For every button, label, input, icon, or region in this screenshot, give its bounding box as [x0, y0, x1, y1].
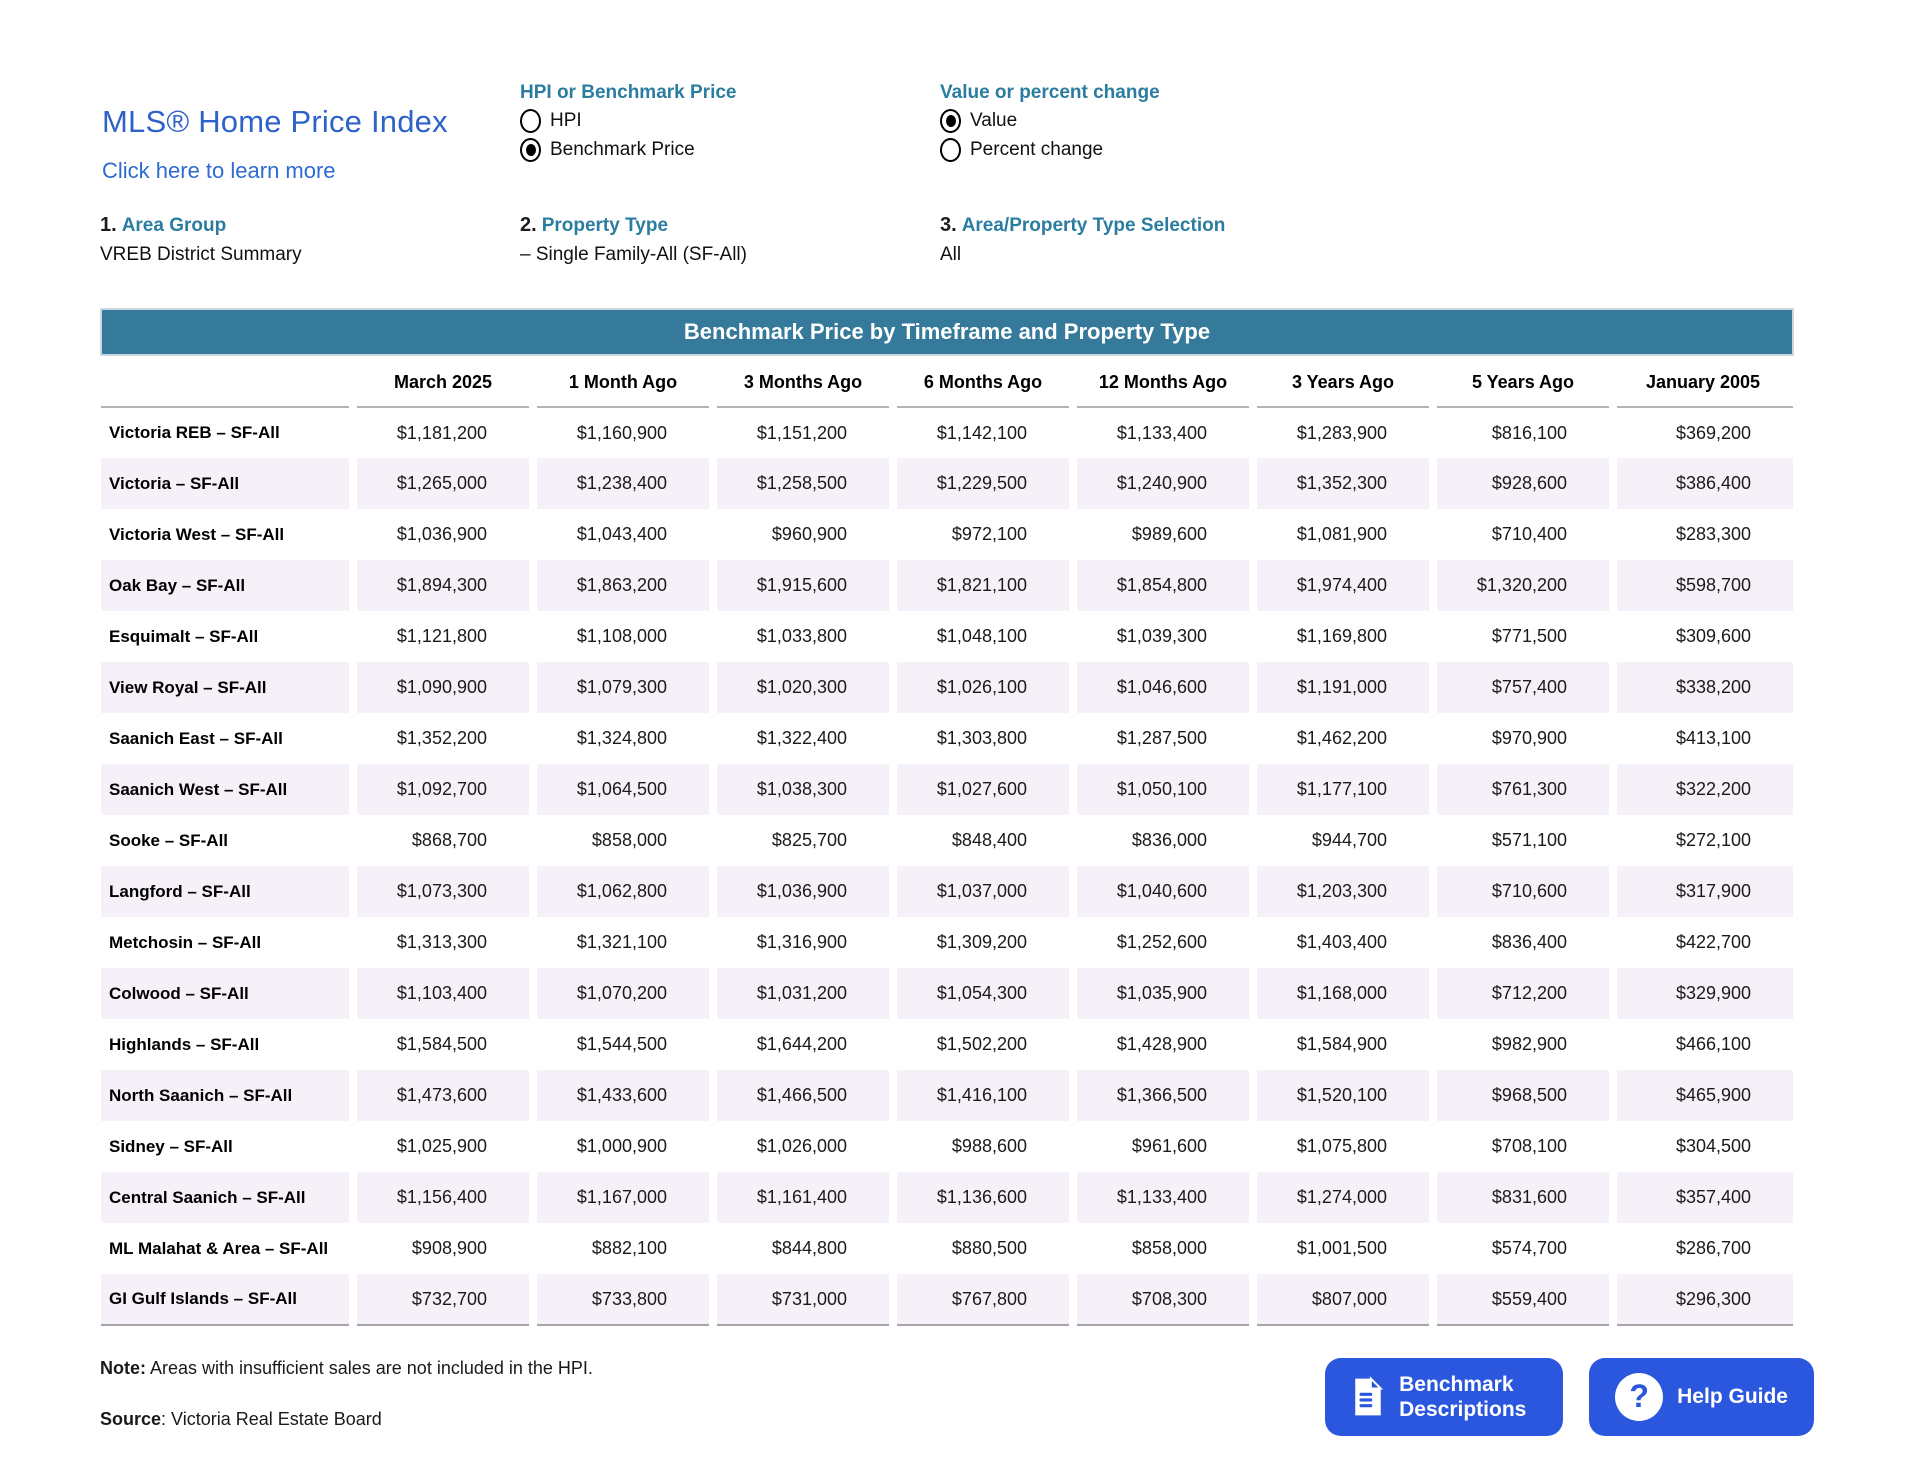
price-cell: $1,035,900 — [1073, 968, 1253, 1019]
question-icon: ? — [1615, 1373, 1663, 1421]
radio-label: HPI — [550, 110, 582, 131]
selection-label: Property Type — [541, 215, 669, 236]
price-cell: $1,121,800 — [353, 611, 533, 662]
table-row — [101, 713, 1793, 764]
price-cell: $880,500 — [893, 1223, 1073, 1274]
price-cell: $1,046,600 — [1073, 662, 1253, 713]
price-cell: $1,025,900 — [353, 1121, 533, 1172]
selected-radio-icon[interactable] — [520, 138, 541, 162]
price-cell: $868,700 — [353, 815, 533, 866]
selection-value: All — [940, 244, 962, 265]
table-row — [101, 917, 1793, 968]
table-row — [101, 1019, 1793, 1070]
price-cell: $1,416,100 — [893, 1070, 1073, 1121]
selection-number: 1. — [100, 214, 117, 236]
price-cell: $1,473,600 — [353, 1070, 533, 1121]
price-cell: $1,050,100 — [1073, 764, 1253, 815]
price-cell: $1,238,400 — [533, 458, 713, 509]
price-cell: $286,700 — [1613, 1223, 1793, 1274]
price-cell: $1,054,300 — [893, 968, 1073, 1019]
price-cell: $1,352,200 — [353, 713, 533, 764]
selection-label: Area/Property Type Selection — [961, 215, 1226, 236]
value-group-heading: Value or percent change — [940, 82, 1160, 103]
price-cell: $571,100 — [1433, 815, 1613, 866]
price-cell: $1,863,200 — [533, 560, 713, 611]
price-cell: $465,900 — [1613, 1070, 1793, 1121]
price-cell: $1,133,400 — [1073, 1172, 1253, 1223]
price-cell: $1,038,300 — [713, 764, 893, 815]
price-cell: $413,100 — [1613, 713, 1793, 764]
price-cell: $1,073,300 — [353, 866, 533, 917]
price-cell: $1,322,400 — [713, 713, 893, 764]
price-cell: $1,181,200 — [353, 407, 533, 458]
table-row — [101, 662, 1793, 713]
price-cell: $807,000 — [1253, 1274, 1433, 1325]
price-cell: $1,156,400 — [353, 1172, 533, 1223]
price-cell: $712,200 — [1433, 968, 1613, 1019]
price-cell: $757,400 — [1433, 662, 1613, 713]
benchmark-price-table — [100, 308, 1794, 1326]
price-cell: $1,161,400 — [713, 1172, 893, 1223]
price-cell: $1,466,500 — [713, 1070, 893, 1121]
learn-more-link[interactable]: Click here to learn more — [102, 158, 336, 183]
price-cell: $968,500 — [1433, 1070, 1613, 1121]
price-cell: $848,400 — [893, 815, 1073, 866]
price-cell: $1,320,200 — [1433, 560, 1613, 611]
price-cell: $1,283,900 — [1253, 407, 1433, 458]
price-cell: $1,043,400 — [533, 509, 713, 560]
row-label: Langford – SF-All — [109, 881, 251, 901]
price-cell: $733,800 — [533, 1274, 713, 1325]
price-cell: $1,644,200 — [713, 1019, 893, 1070]
price-cell: $767,800 — [893, 1274, 1073, 1325]
row-label: GI Gulf Islands – SF-All — [109, 1289, 297, 1309]
selection-property-type — [520, 214, 940, 266]
price-cell: $1,090,900 — [353, 662, 533, 713]
row-label: Victoria West – SF-All — [109, 524, 285, 544]
benchmark-descriptions-button[interactable] — [1325, 1358, 1563, 1436]
price-cell: $422,700 — [1613, 917, 1793, 968]
price-cell: $1,020,300 — [713, 662, 893, 713]
radio-label: Percent change — [970, 139, 1104, 160]
hpi-options — [520, 109, 940, 162]
price-cell: $1,974,400 — [1253, 560, 1433, 611]
row-label: Victoria – SF-All — [109, 473, 240, 493]
price-cell: $1,026,100 — [893, 662, 1073, 713]
price-cell: $304,500 — [1613, 1121, 1793, 1172]
price-cell: $1,433,600 — [533, 1070, 713, 1121]
document-icon — [1351, 1376, 1385, 1418]
price-cell: $1,352,300 — [1253, 458, 1433, 509]
price-cell: $882,100 — [533, 1223, 713, 1274]
price-cell: $1,000,900 — [533, 1121, 713, 1172]
price-cell: $598,700 — [1613, 560, 1793, 611]
price-cell: $1,274,000 — [1253, 1172, 1433, 1223]
price-cell: $386,400 — [1613, 458, 1793, 509]
row-label: Saanich West – SF-All — [109, 779, 288, 799]
selection-area-property-type-selection — [940, 214, 1820, 266]
price-cell: $708,300 — [1073, 1274, 1253, 1325]
price-cell: $1,081,900 — [1253, 509, 1433, 560]
row-label: Colwood – SF-All — [109, 983, 249, 1003]
price-cell: $1,229,500 — [893, 458, 1073, 509]
table-row — [101, 764, 1793, 815]
column-header-6-months-ago: 6 Months Ago — [893, 355, 1073, 407]
price-cell: $858,000 — [1073, 1223, 1253, 1274]
price-cell: $960,900 — [713, 509, 893, 560]
row-label: Highlands – SF-All — [109, 1034, 260, 1054]
price-cell: $1,366,500 — [1073, 1070, 1253, 1121]
selection-heading — [520, 214, 940, 237]
price-cell: $1,428,900 — [1073, 1019, 1253, 1070]
price-cell: $272,100 — [1613, 815, 1793, 866]
price-cell: $761,300 — [1433, 764, 1613, 815]
price-cell: $1,321,100 — [533, 917, 713, 968]
table-row — [101, 1070, 1793, 1121]
source-label: Source — [100, 1409, 162, 1429]
row-label: View Royal – SF-All — [109, 677, 267, 697]
price-cell: $1,303,800 — [893, 713, 1073, 764]
row-label: Oak Bay – SF-All — [109, 575, 246, 595]
price-cell: $1,821,100 — [893, 560, 1073, 611]
selection-heading — [940, 214, 1820, 237]
brand-block — [100, 76, 520, 184]
price-cell: $283,300 — [1613, 509, 1793, 560]
table-row — [101, 407, 1793, 458]
price-cell: $982,900 — [1433, 1019, 1613, 1070]
price-cell: $1,403,400 — [1253, 917, 1433, 968]
radio-icon[interactable] — [520, 109, 541, 133]
row-label: Sidney – SF-All — [109, 1136, 233, 1156]
column-header-3-months-ago: 3 Months Ago — [713, 355, 893, 407]
column-header-1-month-ago: 1 Month Ago — [533, 355, 713, 407]
price-cell: $831,600 — [1433, 1172, 1613, 1223]
page-header — [100, 76, 1820, 184]
price-cell: $732,700 — [353, 1274, 533, 1325]
note-line — [100, 1358, 593, 1379]
row-label: Central Saanich – SF-All — [109, 1187, 306, 1207]
price-cell: $329,900 — [1613, 968, 1793, 1019]
price-cell: $1,075,800 — [1253, 1121, 1433, 1172]
price-cell: $1,133,400 — [1073, 407, 1253, 458]
selection-summary-row — [100, 214, 1820, 266]
selection-heading — [100, 214, 520, 237]
table-title: Benchmark Price by Timeframe and Property Type — [101, 309, 1793, 355]
row-label: Saanich East – SF-All — [109, 728, 283, 748]
table-row — [101, 968, 1793, 1019]
price-cell: $1,040,600 — [1073, 866, 1253, 917]
price-cell: $1,026,000 — [713, 1121, 893, 1172]
row-label: ML Malahat & Area – SF-All — [109, 1238, 329, 1258]
price-cell: $1,462,200 — [1253, 713, 1433, 764]
price-cell: $1,584,900 — [1253, 1019, 1433, 1070]
price-cell: $1,070,200 — [533, 968, 713, 1019]
table-row — [101, 1172, 1793, 1223]
selection-value: – Single Family-All (SF-All) — [520, 244, 747, 265]
price-cell: $1,031,200 — [713, 968, 893, 1019]
price-cell: $1,036,900 — [353, 509, 533, 560]
price-cell: $908,900 — [353, 1223, 533, 1274]
price-cell: $1,001,500 — [1253, 1223, 1433, 1274]
table-row — [101, 611, 1793, 662]
price-cell: $1,915,600 — [713, 560, 893, 611]
radio-label: Value — [970, 110, 1018, 131]
price-cell: $928,600 — [1433, 458, 1613, 509]
price-cell: $1,062,800 — [533, 866, 713, 917]
value-options — [940, 109, 1820, 162]
price-cell: $710,400 — [1433, 509, 1613, 560]
price-cell: $357,400 — [1613, 1172, 1793, 1223]
row-label: North Saanich – SF-All — [109, 1085, 293, 1105]
corner-cell — [101, 355, 353, 407]
price-cell: $710,600 — [1433, 866, 1613, 917]
table-row — [101, 458, 1793, 509]
table-title-bar — [101, 309, 1793, 355]
price-cell: $1,324,800 — [533, 713, 713, 764]
price-cell: $771,500 — [1433, 611, 1613, 662]
price-cell: $1,169,800 — [1253, 611, 1433, 662]
column-header-12-months-ago: 12 Months Ago — [1073, 355, 1253, 407]
help-guide-button[interactable] — [1589, 1358, 1814, 1436]
price-cell: $1,037,000 — [893, 866, 1073, 917]
table-row — [101, 866, 1793, 917]
price-cell: $309,600 — [1613, 611, 1793, 662]
price-cell: $322,200 — [1613, 764, 1793, 815]
price-cell: $466,100 — [1613, 1019, 1793, 1070]
price-cell: $296,300 — [1613, 1274, 1793, 1325]
price-cell: $816,100 — [1433, 407, 1613, 458]
price-cell: $989,600 — [1073, 509, 1253, 560]
row-label: Metchosin – SF-All — [109, 932, 262, 952]
price-cell: $1,544,500 — [533, 1019, 713, 1070]
price-cell: $1,894,300 — [353, 560, 533, 611]
price-cell: $1,036,900 — [713, 866, 893, 917]
column-header-3-years-ago: 3 Years Ago — [1253, 355, 1433, 407]
source-line — [100, 1409, 593, 1430]
price-cell: $1,177,100 — [1253, 764, 1433, 815]
selection-number: 3. — [940, 214, 957, 236]
action-buttons — [1325, 1358, 1820, 1436]
selection-label: Area Group — [121, 215, 227, 236]
column-header-january-2005: January 2005 — [1613, 355, 1793, 407]
price-cell: $1,142,100 — [893, 407, 1073, 458]
button-label: Benchmark Descriptions — [1399, 1372, 1527, 1421]
price-cell: $559,400 — [1433, 1274, 1613, 1325]
price-cell: $1,136,600 — [893, 1172, 1073, 1223]
price-cell: $844,800 — [713, 1223, 893, 1274]
selection-area-group — [100, 214, 520, 266]
radio-option-value[interactable] — [940, 109, 1017, 133]
source-text: : Victoria Real Estate Board — [161, 1409, 382, 1429]
price-cell: $1,316,900 — [713, 917, 893, 968]
price-cell: $970,900 — [1433, 713, 1613, 764]
table-row — [101, 509, 1793, 560]
price-cell: $1,108,000 — [533, 611, 713, 662]
radio-label: Benchmark Price — [550, 139, 695, 160]
price-cell: $1,167,000 — [533, 1172, 713, 1223]
price-cell: $836,400 — [1433, 917, 1613, 968]
table-row — [101, 1223, 1793, 1274]
column-header-march-2025: March 2025 — [353, 355, 533, 407]
price-cell: $1,151,200 — [713, 407, 893, 458]
price-cell: $1,265,000 — [353, 458, 533, 509]
price-cell: $1,079,300 — [533, 662, 713, 713]
price-cell: $944,700 — [1253, 815, 1433, 866]
column-header-row — [101, 355, 1793, 407]
row-label: Sooke – SF-All — [109, 830, 229, 850]
price-cell: $1,168,000 — [1253, 968, 1433, 1019]
note-label: Note: — [100, 1358, 146, 1378]
hpi-group-heading: HPI or Benchmark Price — [520, 82, 737, 103]
radio-icon[interactable] — [940, 138, 961, 162]
price-cell: $1,584,500 — [353, 1019, 533, 1070]
price-cell: $1,252,600 — [1073, 917, 1253, 968]
price-cell: $1,039,300 — [1073, 611, 1253, 662]
column-header-5-years-ago: 5 Years Ago — [1433, 355, 1613, 407]
table-row — [101, 815, 1793, 866]
radio-option-hpi[interactable] — [520, 109, 582, 133]
price-cell: $369,200 — [1613, 407, 1793, 458]
selected-radio-icon[interactable] — [940, 109, 961, 133]
price-cell: $1,160,900 — [533, 407, 713, 458]
price-cell: $317,900 — [1613, 866, 1793, 917]
price-cell: $1,287,500 — [1073, 713, 1253, 764]
price-cell: $825,700 — [713, 815, 893, 866]
price-cell: $1,240,900 — [1073, 458, 1253, 509]
price-cell: $1,313,300 — [353, 917, 533, 968]
price-cell: $1,027,600 — [893, 764, 1073, 815]
price-cell: $1,191,000 — [1253, 662, 1433, 713]
price-cell: $1,048,100 — [893, 611, 1073, 662]
radio-option-benchmark-price[interactable] — [520, 138, 695, 162]
price-cell: $1,103,400 — [353, 968, 533, 1019]
price-cell: $1,502,200 — [893, 1019, 1073, 1070]
price-cell: $1,854,800 — [1073, 560, 1253, 611]
price-cell: $708,100 — [1433, 1121, 1613, 1172]
price-cell: $1,033,800 — [713, 611, 893, 662]
page-title: MLS® Home Price Index — [102, 104, 448, 139]
row-label: Victoria REB – SF-All — [109, 423, 280, 443]
table-row — [101, 560, 1793, 611]
price-cell: $1,309,200 — [893, 917, 1073, 968]
price-cell: $1,092,700 — [353, 764, 533, 815]
price-cell: $972,100 — [893, 509, 1073, 560]
price-cell: $731,000 — [713, 1274, 893, 1325]
price-cell: $1,064,500 — [533, 764, 713, 815]
price-cell: $961,600 — [1073, 1121, 1253, 1172]
price-cell: $858,000 — [533, 815, 713, 866]
price-cell: $988,600 — [893, 1121, 1073, 1172]
price-cell: $836,000 — [1073, 815, 1253, 866]
price-cell: $1,520,100 — [1253, 1070, 1433, 1121]
radio-option-percent-change[interactable] — [940, 138, 1103, 162]
value-percent-radio-group — [940, 76, 1820, 184]
table-row — [101, 1121, 1793, 1172]
price-cell: $1,203,300 — [1253, 866, 1433, 917]
price-cell: $1,258,500 — [713, 458, 893, 509]
note-text: Areas with insufficient sales are not included in the HPI. — [146, 1358, 593, 1378]
table-row — [101, 1274, 1793, 1325]
row-label: Esquimalt – SF-All — [109, 626, 259, 646]
page-footer — [100, 1358, 1820, 1460]
footnotes — [100, 1358, 593, 1460]
price-cell: $574,700 — [1433, 1223, 1613, 1274]
hpi-benchmark-radio-group — [520, 76, 940, 184]
price-cell: $338,200 — [1613, 662, 1793, 713]
selection-number: 2. — [520, 214, 537, 236]
button-label: Help Guide — [1677, 1385, 1788, 1409]
selection-value: VREB District Summary — [100, 244, 302, 265]
